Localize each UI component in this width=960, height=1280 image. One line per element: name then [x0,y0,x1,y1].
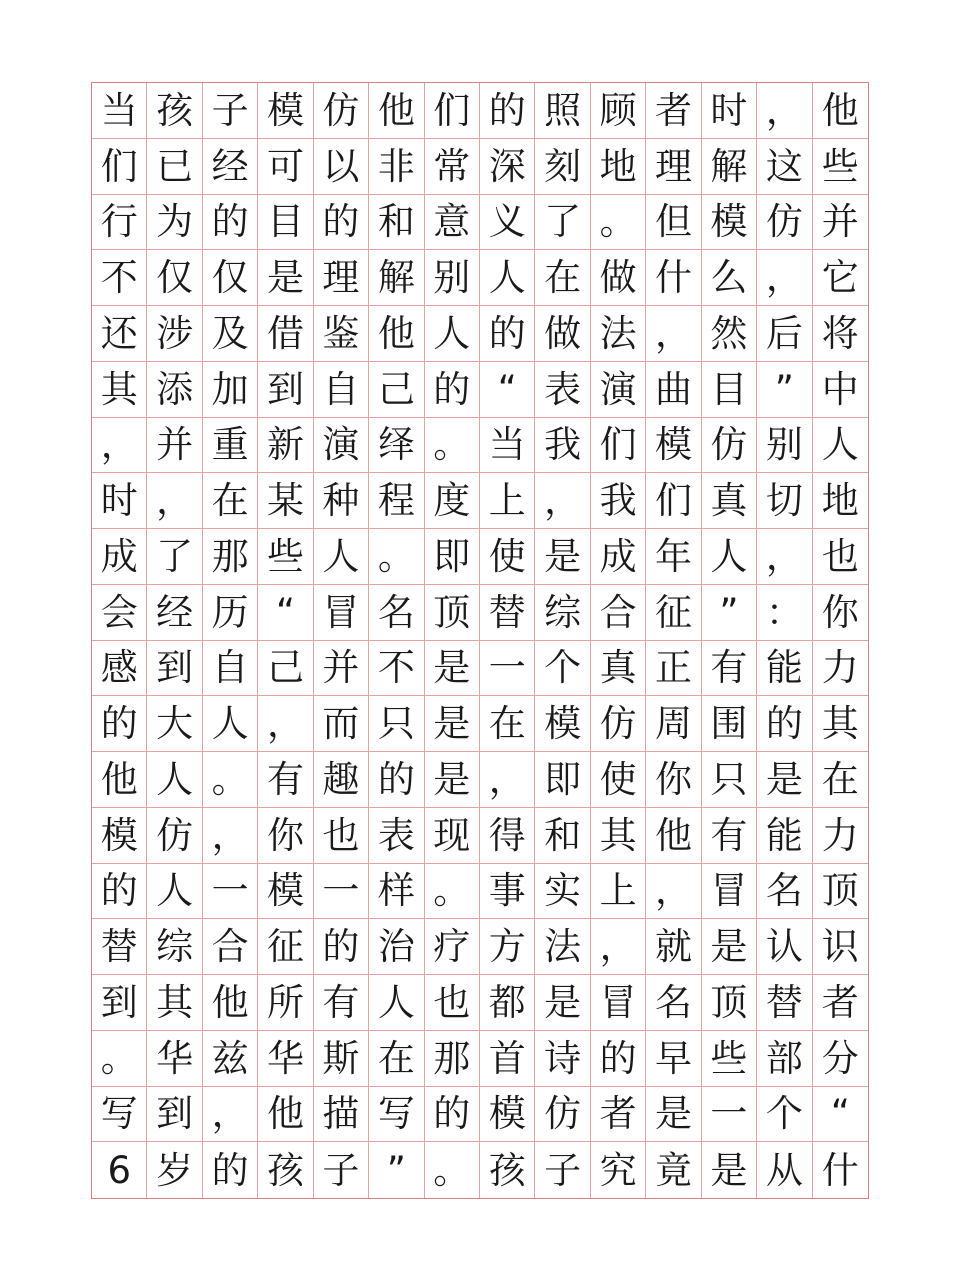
grid-cell: 在 [203,473,258,529]
grid-cell: 别 [425,250,480,306]
grid-cell: 一 [702,1087,757,1143]
grid-cell: 力 [813,808,868,864]
grid-cell: 使 [480,529,535,585]
grid-cell: 是 [258,250,313,306]
grid-cell: 所 [258,975,313,1031]
grid-cell: 孩 [258,1142,313,1198]
grid-cell: 斯 [314,1031,369,1087]
grid-cell: 自 [314,362,369,418]
grid-cell: 一 [480,641,535,697]
grid-cell: 子 [203,83,258,139]
grid-cell: 的 [314,195,369,251]
grid-cell: 究 [591,1142,646,1198]
grid-cell: 新 [258,418,313,474]
grid-cell: 照 [535,83,590,139]
grid-cell: 重 [203,418,258,474]
grid-cell: 替 [92,919,147,975]
grid-cell: 现 [425,808,480,864]
grid-cell: 这 [757,139,812,195]
grid-cell: 治 [369,919,424,975]
grid-cell: 人 [314,529,369,585]
grid-cell: 己 [369,362,424,418]
grid-cell: 人 [147,864,202,920]
grid-cell: 顶 [425,585,480,641]
grid-cell: 他 [369,306,424,362]
grid-cell: 者 [591,1087,646,1143]
grid-cell: 的 [480,306,535,362]
grid-cell: 到 [92,975,147,1031]
grid-cell: 理 [646,139,701,195]
grid-cell: 在 [813,752,868,808]
grid-cell: 。 [92,1031,147,1087]
manuscript-grid [91,82,869,1199]
grid-cell: 的 [314,919,369,975]
grid-cell: 并 [813,195,868,251]
grid-cell: 我 [535,418,590,474]
grid-cell: 已 [147,139,202,195]
grid-cell: 法 [535,919,590,975]
grid-cell: ， [92,418,147,474]
grid-cell: 当 [92,83,147,139]
grid-cell: ， [646,306,701,362]
grid-cell: 人 [480,250,535,306]
grid-cell: 仿 [757,195,812,251]
grid-cell: 。 [369,529,424,585]
grid-cell: 围 [702,696,757,752]
grid-cell: 的 [92,864,147,920]
grid-cell: 演 [591,362,646,418]
grid-cell: 疗 [425,919,480,975]
grid-cell: 是 [425,641,480,697]
grid-cell: 真 [591,641,646,697]
grid-cell: 只 [369,696,424,752]
grid-cell: 表 [535,362,590,418]
grid-cell: 冒 [702,864,757,920]
grid-cell: 在 [535,250,590,306]
grid-cell: 名 [369,585,424,641]
grid-cell: 感 [92,641,147,697]
grid-cell: 其 [813,696,868,752]
grid-cell: 当 [480,418,535,474]
grid-cell: 那 [203,529,258,585]
grid-cell: 诗 [535,1031,590,1087]
grid-cell: 征 [646,585,701,641]
grid-cell: 并 [147,418,202,474]
grid-cell: 合 [591,585,646,641]
grid-cell: 。 [425,1142,480,1198]
grid-cell: 地 [813,473,868,529]
grid-cell: 是 [702,1142,757,1198]
grid-cell: 名 [757,864,812,920]
grid-cell: 华 [258,1031,313,1087]
grid-cell: 然 [702,306,757,362]
grid-cell: ， [535,473,590,529]
grid-cell: 自 [203,641,258,697]
grid-cell: 及 [203,306,258,362]
grid-cell: 意 [425,195,480,251]
grid-cell: 在 [369,1031,424,1087]
grid-cell: 模 [258,83,313,139]
grid-cell: 以 [314,139,369,195]
grid-cell: 综 [147,919,202,975]
grid-cell: 到 [147,641,202,697]
grid-cell: 早 [646,1031,701,1087]
grid-cell: 别 [757,418,812,474]
grid-cell: 我 [591,473,646,529]
grid-cell: 而 [314,696,369,752]
grid-cell: 孩 [480,1142,535,1198]
grid-cell: 其 [92,362,147,418]
grid-cell: 其 [591,808,646,864]
grid-cell: 年 [646,529,701,585]
grid-cell: 是 [535,975,590,1031]
grid-cell: 合 [203,919,258,975]
grid-cell: 成 [92,529,147,585]
grid-cell: 力 [813,641,868,697]
grid-cell: 们 [425,83,480,139]
grid-cell: 的 [425,362,480,418]
grid-cell: 一 [203,864,258,920]
grid-cell: 后 [757,306,812,362]
grid-cell: 正 [646,641,701,697]
grid-cell: 写 [369,1087,424,1143]
grid-cell: 是 [702,919,757,975]
grid-cell: 只 [702,752,757,808]
grid-cell: 常 [425,139,480,195]
grid-cell: 他 [369,83,424,139]
grid-cell: 表 [369,808,424,864]
grid-cell: 也 [813,529,868,585]
grid-cell: 实 [535,864,590,920]
grid-cell: 的 [203,1142,258,1198]
grid-cell: 们 [92,139,147,195]
grid-cell: 样 [369,864,424,920]
grid-cell: 兹 [203,1031,258,1087]
grid-cell: 替 [757,975,812,1031]
grid-cell: 仿 [702,418,757,474]
grid-cell: ， [591,919,646,975]
grid-cell: 目 [258,195,313,251]
grid-cell: 些 [702,1031,757,1087]
grid-cell: 他 [646,808,701,864]
grid-cell: 刻 [535,139,590,195]
grid-cell: 行 [92,195,147,251]
grid-cell: 分 [813,1031,868,1087]
grid-cell: 有 [702,641,757,697]
grid-cell: 借 [258,306,313,362]
grid-cell: 和 [535,808,590,864]
grid-cell: 华 [147,1031,202,1087]
grid-cell: ， [258,696,313,752]
grid-cell: 些 [813,139,868,195]
grid-cell: 即 [425,529,480,585]
grid-cell: 仿 [147,808,202,864]
grid-cell: 目 [702,362,757,418]
grid-cell: 有 [314,975,369,1031]
grid-cell: ， [646,864,701,920]
grid-cell: 仅 [147,250,202,306]
grid-cell: 子 [535,1142,590,1198]
grid-cell: 仿 [591,696,646,752]
grid-cell: 模 [480,1087,535,1143]
grid-cell: 人 [369,975,424,1031]
grid-cell: 也 [314,808,369,864]
grid-cell: 到 [147,1087,202,1143]
grid-cell: 演 [314,418,369,474]
grid-cell: ， [757,83,812,139]
grid-cell: ” [757,362,812,418]
grid-cell: 上 [480,473,535,529]
grid-cell: 为 [147,195,202,251]
grid-cell: 的 [369,752,424,808]
grid-cell: 综 [535,585,590,641]
grid-cell: 会 [92,585,147,641]
grid-cell: 到 [258,362,313,418]
grid-cell: 顶 [813,864,868,920]
grid-cell: 认 [757,919,812,975]
grid-cell: 人 [813,418,868,474]
grid-cell: 还 [92,306,147,362]
grid-cell: 是 [757,752,812,808]
grid-cell: 么 [702,250,757,306]
grid-cell: 大 [147,696,202,752]
grid-cell: ， [203,808,258,864]
grid-cell: 模 [646,418,701,474]
grid-cell: 周 [646,696,701,752]
grid-cell: 名 [646,975,701,1031]
grid-cell: 涉 [147,306,202,362]
grid-cell: 将 [813,306,868,362]
grid-cell: 些 [258,529,313,585]
grid-cell: 者 [646,83,701,139]
grid-cell: 深 [480,139,535,195]
grid-cell: 了 [535,195,590,251]
grid-cell: 个 [757,1087,812,1143]
grid-cell: 征 [258,919,313,975]
grid-cell: 即 [535,752,590,808]
grid-cell: 事 [480,864,535,920]
grid-cell: 是 [425,696,480,752]
grid-cell: 顾 [591,83,646,139]
grid-cell: 某 [258,473,313,529]
grid-cell: 也 [425,975,480,1031]
grid-cell: ” [369,1142,424,1198]
grid-cell: 模 [702,195,757,251]
grid-cell: “ [813,1087,868,1143]
grid-cell: 经 [203,139,258,195]
grid-cell: 你 [258,808,313,864]
grid-cell: 其 [147,975,202,1031]
grid-cell: 顶 [702,975,757,1031]
grid-cell: 切 [757,473,812,529]
grid-cell: 鉴 [314,306,369,362]
grid-cell: 冒 [591,975,646,1031]
grid-cell: 他 [92,752,147,808]
grid-cell: 有 [258,752,313,808]
grid-cell: 什 [646,250,701,306]
grid-cell: 理 [314,250,369,306]
grid-cell: ， [757,250,812,306]
grid-cell: 但 [646,195,701,251]
grid-cell: 不 [369,641,424,697]
grid-cell: 趣 [314,752,369,808]
grid-cell: 仅 [203,250,258,306]
grid-cell: 个 [535,641,590,697]
grid-cell: 能 [757,808,812,864]
grid-cell: 做 [591,250,646,306]
grid-cell: ， [147,473,202,529]
grid-cell: 人 [203,696,258,752]
grid-cell: 真 [702,473,757,529]
grid-cell: 的 [92,696,147,752]
grid-cell: 仿 [314,83,369,139]
grid-cell: 就 [646,919,701,975]
grid-cell: 们 [591,418,646,474]
grid-cell: 方 [480,919,535,975]
grid-cell: 能 [757,641,812,697]
grid-cell: 非 [369,139,424,195]
grid-cell: 子 [314,1142,369,1198]
grid-cell: 种 [314,473,369,529]
grid-cell: 他 [203,975,258,1031]
grid-cell: ” [702,585,757,641]
grid-cell: 曲 [646,362,701,418]
grid-cell: ， [757,529,812,585]
grid-cell: “ [480,362,535,418]
grid-cell: 时 [92,473,147,529]
grid-cell: 可 [258,139,313,195]
grid-cell: 绎 [369,418,424,474]
grid-cell: 首 [480,1031,535,1087]
grid-cell: 冒 [314,585,369,641]
grid-cell: 在 [480,696,535,752]
grid-cell: 。 [203,752,258,808]
grid-cell: 6 [92,1142,147,1198]
grid-cell: 加 [203,362,258,418]
grid-cell: 上 [591,864,646,920]
grid-cell: 时 [702,83,757,139]
grid-cell: 是 [646,1087,701,1143]
grid-cell: 地 [591,139,646,195]
grid-cell: 解 [369,250,424,306]
grid-cell: 有 [702,808,757,864]
grid-cell: 它 [813,250,868,306]
grid-cell: 做 [535,306,590,362]
grid-cell: 什 [821,1148,859,1192]
grid-cell: 你 [646,752,701,808]
grid-cell: 模 [92,808,147,864]
grid-cell: 都 [480,975,535,1031]
grid-cell: 模 [258,864,313,920]
grid-cell: 己 [258,641,313,697]
grid-cell: 是 [425,752,480,808]
grid-cell: 写 [92,1087,147,1143]
grid-cell: 并 [314,641,369,697]
grid-cell: 孩 [147,83,202,139]
grid-cell: 的 [425,1087,480,1143]
grid-cell: 是 [535,529,590,585]
grid-cell: “ [258,585,313,641]
grid-cell: 竟 [646,1142,701,1198]
grid-cell: ， [203,1087,258,1143]
grid-cell: 了 [147,529,202,585]
grid-cell: 的 [480,83,535,139]
grid-cell: 的 [591,1031,646,1087]
grid-cell: 解 [702,139,757,195]
grid-cell: 识 [813,919,868,975]
grid-cell: 中 [813,362,868,418]
grid-cell: ， [480,752,535,808]
grid-cell: 人 [147,752,202,808]
grid-cell: 义 [480,195,535,251]
grid-cell: 历 [203,585,258,641]
grid-cell: 从 [757,1142,812,1198]
grid-cell: 程 [369,473,424,529]
grid-cell: 。 [591,195,646,251]
grid-cell: 他 [258,1087,313,1143]
grid-cell: 者 [813,975,868,1031]
grid-cell: 那 [425,1031,480,1087]
grid-cell: 的 [203,195,258,251]
grid-cell: 的 [757,696,812,752]
grid-cell: 岁 [147,1142,202,1198]
grid-cell: 度 [425,473,480,529]
grid-cell: 你 [813,585,868,641]
grid-cell: 和 [369,195,424,251]
grid-cell: 人 [702,529,757,585]
grid-cell: 仿 [535,1087,590,1143]
grid-cell: 他 [813,83,868,139]
grid-cell: 们 [646,473,701,529]
grid-cell: 替 [480,585,535,641]
grid-cell: 成 [591,529,646,585]
grid-cell: 模 [535,696,590,752]
grid-cell: 部 [757,1031,812,1087]
grid-cell: ： [757,585,812,641]
grid-cell: 人 [425,306,480,362]
grid-cell: 。 [425,418,480,474]
grid-cell: 描 [314,1087,369,1143]
grid-cell: 一 [314,864,369,920]
grid-cell: 使 [591,752,646,808]
grid-cell: 。 [425,864,480,920]
grid-cell: 得 [480,808,535,864]
grid-cell: 经 [147,585,202,641]
grid-cell: 添 [147,362,202,418]
grid-cell: 不 [92,250,147,306]
grid-cell: 法 [591,306,646,362]
